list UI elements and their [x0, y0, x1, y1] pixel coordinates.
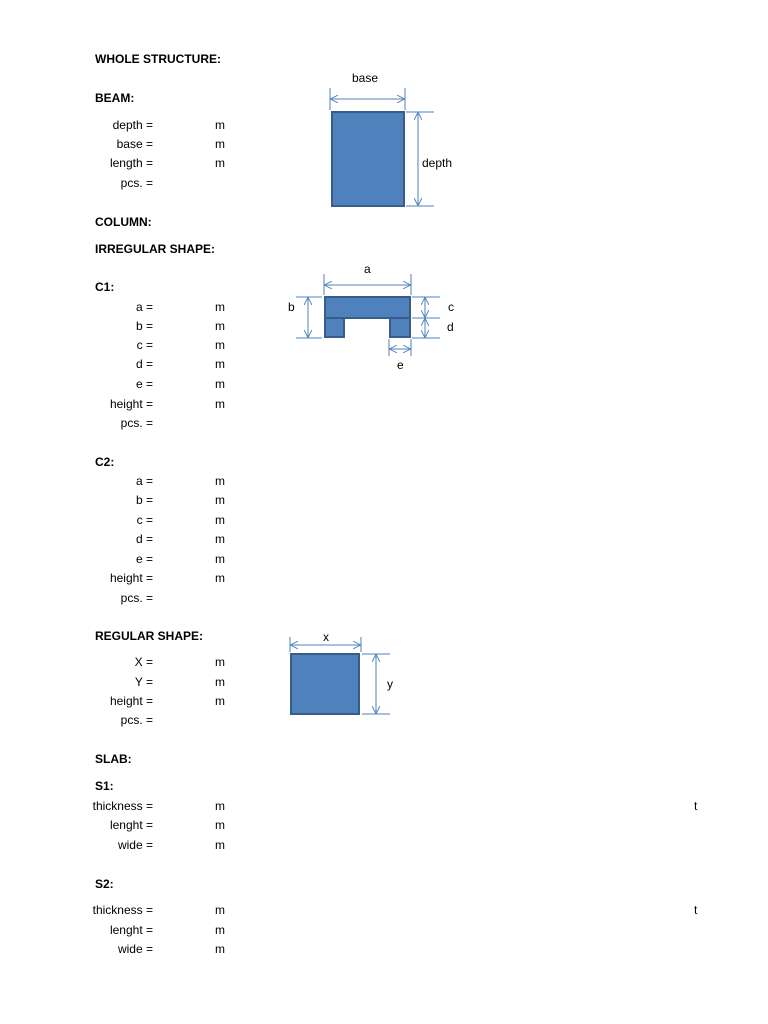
c1-height-unit: m [215, 397, 225, 411]
c2-c-label: c = [136, 513, 153, 527]
heading-c1: C1: [95, 280, 115, 294]
c2-d-label: d = [135, 532, 153, 546]
regular-y-dim-label: y [387, 677, 393, 691]
c1-leg-left-rect [325, 318, 344, 337]
c2-a-label: a = [135, 474, 153, 488]
s2-thickness-unit: m [215, 903, 225, 917]
c1-flange-rect [325, 297, 410, 318]
c2-a-unit: m [215, 474, 225, 488]
c1-c-label: c = [136, 338, 153, 352]
beam-depth-dim-label: depth [422, 156, 453, 170]
c1-height-label: height = [109, 397, 153, 411]
c1-b-dim-label: b [288, 300, 295, 314]
s2-t-cell: t [694, 903, 698, 917]
beam-section-rect [332, 112, 404, 206]
s2-lenght-label: lenght = [109, 923, 153, 937]
c1-b-unit: m [215, 319, 225, 333]
regular-height-label: height = [109, 694, 153, 708]
c2-d-unit: m [215, 532, 225, 546]
c1-c-dim-label: c [448, 300, 454, 314]
c2-e-label: e = [135, 552, 153, 566]
regular-height-unit: m [215, 694, 225, 708]
c2-e-unit: m [215, 552, 225, 566]
c1-b-label: b = [135, 319, 153, 333]
beam-length-label: length = [109, 156, 153, 170]
regular-x-unit: m [215, 655, 225, 669]
c1-diagram [288, 262, 454, 372]
s1-thickness-unit: m [215, 799, 225, 813]
c1-a-dim-label: a [364, 262, 371, 276]
s2-wide-unit: m [215, 942, 225, 956]
c1-d-label: d = [135, 357, 153, 371]
beam-pcs-label: pcs. = [120, 176, 153, 190]
c2-b-label: b = [135, 493, 153, 507]
s1-lenght-unit: m [215, 818, 225, 832]
s1-wide-label: wide = [117, 838, 153, 852]
s1-thickness-label: thickness = [92, 799, 153, 813]
regular-x-dim-label: x [323, 630, 329, 644]
beam-base-label: base = [116, 137, 153, 151]
beam-diagram [330, 71, 452, 206]
c1-c-unit: m [215, 338, 225, 352]
regular-x-label: X = [134, 655, 153, 669]
c2-b-unit: m [215, 493, 225, 507]
c1-pcs-label: pcs. = [120, 416, 153, 430]
c1-d-unit: m [215, 357, 225, 371]
regular-diagram [290, 630, 393, 714]
heading-beam: BEAM: [95, 91, 135, 105]
heading-irregular-shape: IRREGULAR SHAPE: [95, 242, 216, 256]
c2-height-unit: m [215, 571, 225, 585]
s2-wide-label: wide = [117, 942, 153, 956]
c1-a-label: a = [135, 300, 153, 314]
c2-height-label: height = [109, 571, 153, 585]
beam-length-unit: m [215, 156, 225, 170]
c1-leg-right-rect [390, 318, 410, 337]
c1-e-dim-label: e [397, 358, 404, 372]
c2-c-unit: m [215, 513, 225, 527]
c1-e-label: e = [135, 377, 153, 391]
regular-y-unit: m [215, 675, 225, 689]
heading-regular-shape: REGULAR SHAPE: [95, 629, 204, 643]
regular-pcs-label: pcs. = [120, 713, 153, 727]
s1-lenght-label: lenght = [109, 818, 153, 832]
c1-d-dim-label: d [447, 320, 454, 334]
s2-thickness-label: thickness = [92, 903, 153, 917]
heading-c2: C2: [95, 455, 115, 469]
c1-a-unit: m [215, 300, 225, 314]
heading-whole-structure: WHOLE STRUCTURE: [95, 52, 221, 66]
heading-column: COLUMN: [95, 215, 152, 229]
beam-depth-label: depth = [112, 118, 153, 132]
regular-y-label: Y = [134, 675, 153, 689]
beam-base-unit: m [215, 137, 225, 151]
heading-s2: S2: [95, 877, 114, 891]
s1-t-cell: t [694, 799, 698, 813]
s1-wide-unit: m [215, 838, 225, 852]
beam-depth-unit: m [215, 118, 225, 132]
heading-s1: S1: [95, 779, 114, 793]
regular-section-rect [291, 654, 359, 714]
s2-lenght-unit: m [215, 923, 225, 937]
c2-pcs-label: pcs. = [120, 591, 153, 605]
heading-slab: SLAB: [95, 752, 132, 766]
c1-e-unit: m [215, 377, 225, 391]
beam-base-dim-label: base [352, 71, 379, 85]
